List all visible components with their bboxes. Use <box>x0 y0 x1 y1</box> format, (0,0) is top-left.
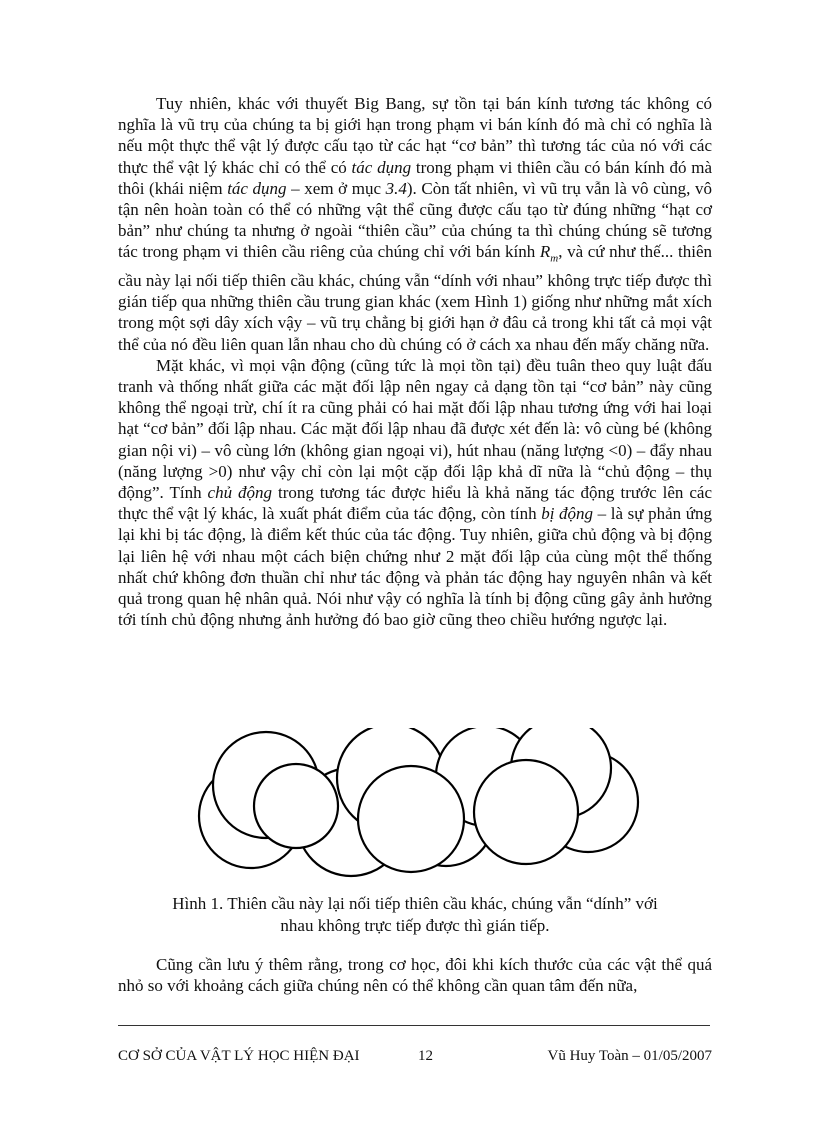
footer-divider <box>118 1025 710 1026</box>
caption-line-2: nhau không trực tiếp được thì gián tiếp. <box>280 915 550 935</box>
paragraph-big-bang: Tuy nhiên, khác với thuyết Big Bang, sự tồn tại bán kính tương tác không có nghĩa là vũ trụ của chúng ta bị giới hạn trong phạm vi bán kính đó mà chỉ có nghĩa là nếu một thực thể vật lý được cấu tạo từ các hạt “cơ bản” thì tương tác của nó với các thực thể vật lý khác chỉ có thể có tác dụng trong phạm vi thiên cầu có bán kính đó mà thôi (khái niệm tác dụng – xem ở mục 3.4). Còn tất nhiên, vì vũ trụ vẫn là vô cùng, vô tận nên hoàn toàn có thể có những vật thể cũng được cấu tạo từ đúng những “hạt cơ bản” như chúng ta nhưng ở ngoài “thiên cầu” của chúng ta thì chúng chúng sẽ tương tác trong phạm vi thiên cầu riêng của chúng chỉ với bán kính $R_m$, và cứ như thế... thiên cầu này lại nối tiếp thiên cầu khác, chúng vẫn “dính với nhau” không trực tiếp được thì gián tiếp qua những thiên cầu trung gian khác (xem Hình 1) giống như những mắt xích trong một sợi dây xích vậy – vũ trụ chẳng bị giới hạn ở đâu cả trong khi tất cả mọi vật thể của nó đều liên quan lẫn nhau cho dù chúng có ở cách xa nhau đến mấy chăng nữa. <box>118 94 713 354</box>
paragraph-opposites: Mặt khác, vì mọi vận động (cũng tức là mọi tồn tại) đều tuân theo quy luật đấu tranh và thống nhất giữa các mặt đối lập nên ngay cả dạng tồn tại “cơ bản” này cũng không thể ngoại trừ, chí ít ra cũng phải có hai mặt đối lập nhau tương ứng với hai loại hạt “cơ bản” đối lập nhau. Các mặt đối lập nhau đã được xét đến là: vô cùng bé (không gian nội vi) – vô cùng lớn (không gian ngoại vi), hút nhau (năng lượng <0) – đẩy nhau (năng lượng >0) như vậy chỉ còn lại một cặp đối lập khả dĩ nữa là “chủ động – thụ động”. Tính chủ động trong tương tác được hiểu là khả năng tác động trước lên các thực thể vật lý khác, là xuất phát điểm của tác động, còn tính bị động – là sự phản ứng lại khi bị tác động, là điểm kết thúc của tác động. Tuy nhiên, giữa chủ động và bị động lại liên hệ với nhau một cách biện chứng như 2 mặt đối lập của cùng một thể thống nhất chứ không đơn thuần chỉ như tác động và phản tác động hay nguyên nhân và kết quả trong quan hệ nhân quả. Nói như vậy có nghĩa là tính bị động cũng gây ảnh hưởng tới tính chủ động nhưng ảnh hưởng đó bao giờ cũng theo chiều hướng ngược lại. <box>118 355 713 630</box>
sphere-circle-11 <box>358 766 464 872</box>
caption-line-1: Hình 1. Thiên cầu này lại nối tiếp thiên cầu khác, chúng vẫn “dính” với <box>172 894 658 913</box>
sphere-circle-12 <box>474 760 578 864</box>
footer-book-title: CƠ SỞ CỦA VẬT LÝ HỌC HIỆN ĐẠI <box>118 1048 360 1064</box>
paragraph-mechanics: Cũng cần lưu ý thêm rằng, trong cơ học, đôi khi kích thước của các vật thể quá nhỏ so với khoảng cách giữa chúng nên có thể không cần quan tâm đến nữa, <box>118 955 712 996</box>
body-text-continued <box>118 954 712 996</box>
figure-linked-spheres <box>196 728 646 884</box>
sphere-circle-10 <box>254 764 338 848</box>
body-text <box>118 93 712 630</box>
footer-page-number: 12 <box>418 1048 433 1064</box>
spheres-diagram <box>196 728 646 884</box>
figure-caption <box>118 893 712 936</box>
footer-author-date: Vũ Huy Toàn – 01/05/2007 <box>547 1048 712 1064</box>
